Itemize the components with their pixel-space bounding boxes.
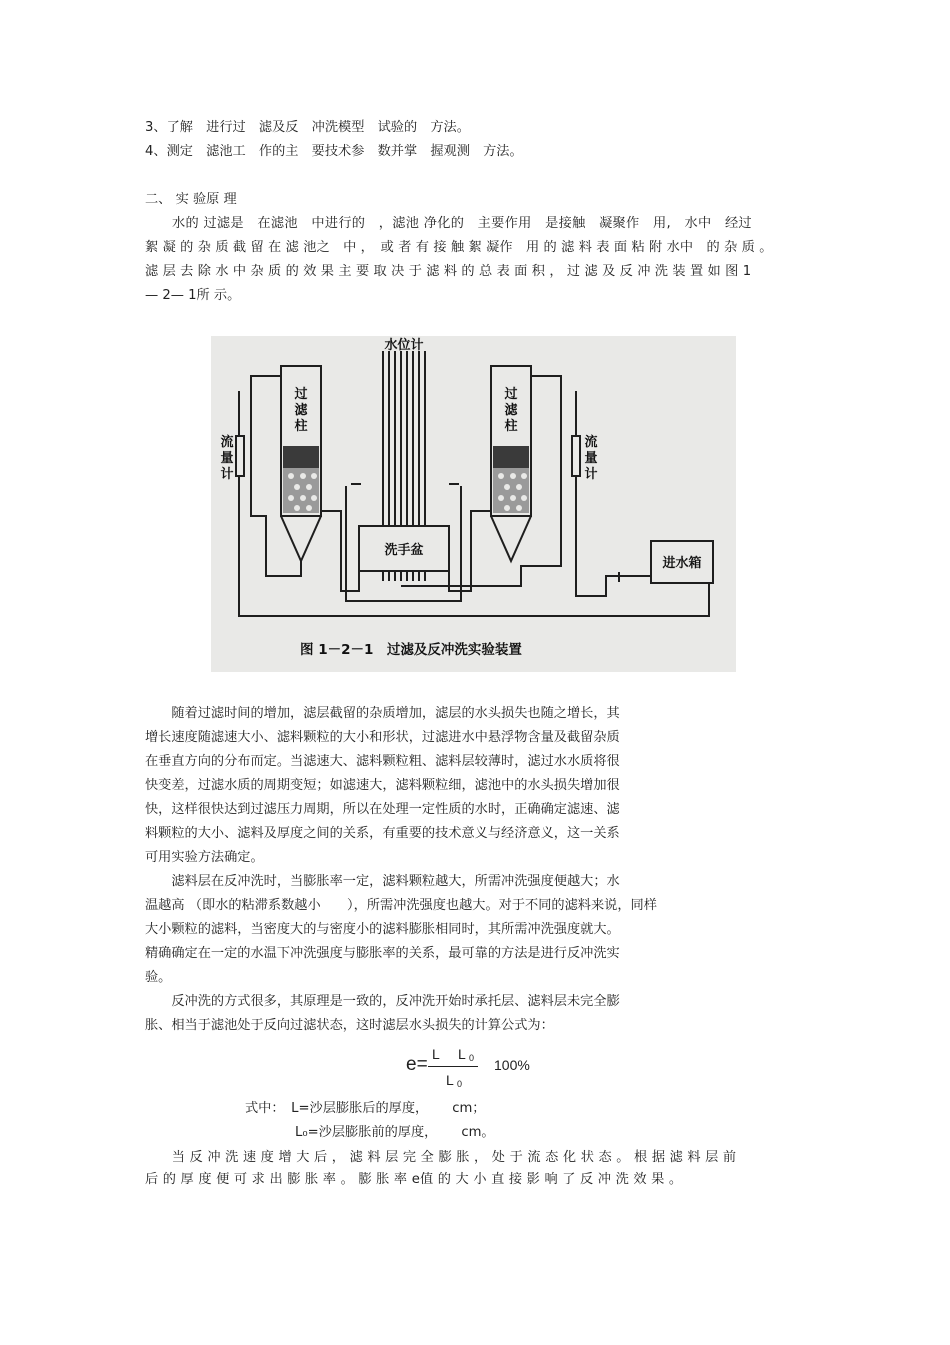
right-column-label-1: 过 <box>504 387 518 402</box>
formula-numerator-b: L <box>458 1046 466 1062</box>
para2-line: 随着过滤时间的增加，滤层截留的杂质增加，滤层的水头损失也随之增长，其 <box>145 706 620 721</box>
right-column-label-2: 滤 <box>504 403 518 418</box>
objective-3: 3、了解 进行过 滤及反 冲洗模型 试验的 方法。 <box>145 120 470 135</box>
formula-numerator-a: L <box>432 1046 440 1062</box>
para2-line: 快变差，过滤水质的周期变短；如滤速大，滤料颗粒细，滤池中的水头损失增加很 <box>145 778 620 793</box>
basin-label: 洗手盆 <box>384 543 424 558</box>
para3-line: 后 的 厚 度 便 可 求 出 膨 胀 率 。 膨 胀 率 e值 的 大 小 直 接 影 响 了 反 冲 洗 效 果 。 <box>145 1172 683 1187</box>
left-flowmeter-label-3: 计 <box>220 467 234 482</box>
para1-line: — 2— 1所 示。 <box>145 288 241 303</box>
formula-lhs: e= <box>406 1054 428 1075</box>
left-media <box>283 446 319 513</box>
para2-line: 在垂直方向的分布而定。当滤速大、滤料颗粒粗、滤料层较薄时，滤过水水质将很 <box>145 754 620 769</box>
fraction-bar <box>428 1066 478 1067</box>
para2-line: 精确确定在一定的水温下冲洗强度与膨胀率的关系，最可靠的方法是进行反冲洗实 <box>145 946 620 961</box>
para2-line: 料颗粒的大小、滤料及厚度之间的关系，有重要的技术意义与经济意义，这一关系 <box>145 826 620 841</box>
where-line-2: L₀=沙层膨胀前的厚度， cm。 <box>295 1125 495 1140</box>
left-flowmeter-label-2: 量 <box>220 451 234 466</box>
left-column-label-3: 柱 <box>294 419 308 434</box>
right-flowmeter-label-3: 计 <box>584 467 598 482</box>
left-column-label-1: 过 <box>294 387 308 402</box>
formula-denominator: L <box>446 1072 454 1088</box>
left-column-label-2: 滤 <box>294 403 308 418</box>
para2-line: 验。 <box>145 970 172 985</box>
apparatus-figure <box>211 336 736 672</box>
formula-numerator-sub: 0 <box>469 1053 475 1063</box>
water-gauge-label: 水位计 <box>384 338 424 353</box>
para3-line: 当 反 冲 洗 速 度 增 大 后 ， 滤 料 层 完 全 膨 胀 ， 处 于 流 态 化 状 态 。 根 据 滤 料 层 前 <box>145 1150 737 1165</box>
para1-line: 水的 过滤是 在滤池 中进行的 ，滤池 净化的 主要作用 是接触 凝聚作 用, 水中 经过 <box>145 216 752 231</box>
formula-percent: 100% <box>494 1057 530 1073</box>
tank-label: 进水箱 <box>662 556 702 571</box>
left-flowmeter-label-1: 流 <box>220 435 234 450</box>
para1-line: 絮 凝 的 杂 质 截 留 在 滤 池之 中 ， 或 者 有 接 触 絮 凝作 用 的 滤 料 表 面 粘 附 水中 的 杂 质 。 <box>145 240 773 255</box>
where-line-1: 式中： L=沙层膨胀后的厚度， cm； <box>245 1101 486 1116</box>
para2-line: 快，这样很快达到过滤压力周期，所以在处理一定性质的水时，正确确定滤速、滤 <box>145 802 620 817</box>
para2-line: 胀、相当于滤池处于反向过滤状态，这时滤层水头损失的计算公式为： <box>145 1018 554 1033</box>
right-flowmeter-label-1: 流 <box>584 435 598 450</box>
right-flowmeter-label-2: 量 <box>584 451 598 466</box>
right-column-label-3: 柱 <box>504 419 518 434</box>
right-media <box>493 446 529 513</box>
para2-line: 可用实验方法确定。 <box>145 850 264 865</box>
para2-line: 温越高 （即水的粘滞系数越小 ），所需冲洗强度也越大。对于不同的滤料来说，同样 <box>145 898 657 913</box>
para1-line: 滤 层 去 除 水 中 杂 质 的 效 果 主 要 取 决 于 滤 料 的 总 表 面 积 ， 过 滤 及 反 冲 洗 装 置 如 图 1 <box>145 264 752 279</box>
objective-4: 4、测定 滤池工 作的主 要技术参 数并掌 握观测 方法。 <box>145 144 523 159</box>
right-flowmeter-tube <box>572 436 580 476</box>
para2-line: 增长速度随滤速大小、滤料颗粒的大小和形状，过滤进水中悬浮物含量及截留杂质 <box>145 730 620 745</box>
section-heading: 二、 实 验原 理 <box>145 192 237 207</box>
para2-line: 滤料层在反冲洗时，当膨胀率一定，滤料颗粒越大，所需冲洗强度便越大；水 <box>145 874 620 889</box>
formula-denominator-sub: 0 <box>457 1079 463 1089</box>
left-flowmeter-tube <box>236 436 244 476</box>
para2-line: 反冲洗的方式很多，其原理是一致的，反冲洗开始时承托层、滤料层未完全膨 <box>145 994 620 1009</box>
para2-line: 大小颗粒的滤料，当密度大的与密度小的滤料膨胀相同时，其所需冲洗强度就大。 <box>145 922 620 937</box>
figure-caption: 图 1－2－1 过滤及反冲洗实验装置 <box>300 642 522 658</box>
